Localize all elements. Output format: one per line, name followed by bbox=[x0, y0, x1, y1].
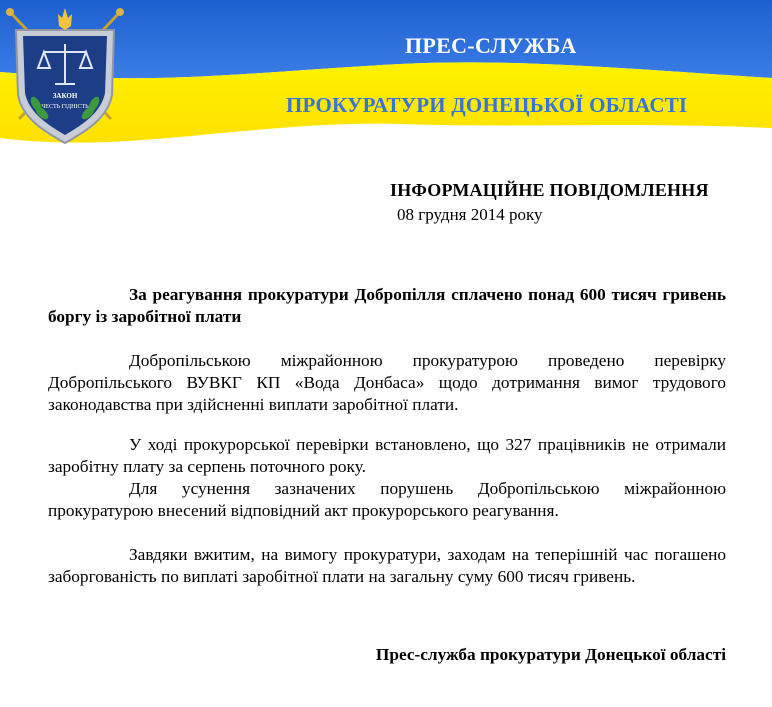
banner-title-line1: ПРЕС-СЛУЖБА bbox=[405, 33, 577, 58]
paragraph-4 bbox=[48, 544, 726, 588]
paragraph-text: Добропільською міжрайонною прокуратурою проведено перевірку Добропільського ВУВКГ КП «Вода Донбаса» щодо дотримання вимог трудового законодавства при здійсненні виплати заробітної плати. bbox=[48, 351, 726, 414]
paragraph-1 bbox=[48, 350, 726, 416]
prosecutor-emblem-icon bbox=[0, 0, 130, 150]
document-date: 08 грудня 2014 року bbox=[397, 205, 543, 224]
svg-text:ЧЕСТЬ ГІДНІСТЬ: ЧЕСТЬ ГІДНІСТЬ bbox=[41, 104, 89, 110]
svg-text:ЗАКОН: ЗАКОН bbox=[52, 92, 78, 100]
signature: Прес-служба прокуратури Донецької області bbox=[375, 645, 726, 664]
paragraph-text: Завдяки вжитим, на вимогу прокуратури, заходам на теперішній час погашено заборгованість по виплаті заробітної плати на загальну суму 600 тисяч гривень. bbox=[48, 545, 726, 586]
banner-title-line2: ПРОКУРАТУРИ ДОНЕЦЬКОЇ ОБЛАСТІ bbox=[286, 93, 688, 117]
document-heading: ІНФОРМАЦІЙНЕ ПОВІДОМЛЕННЯ bbox=[390, 180, 709, 200]
paragraph-text: У ході прокурорської перевірки встановлено, що 327 працівників не отримали заробітну плату за серпень поточного року. bbox=[48, 435, 726, 476]
lead-paragraph bbox=[48, 284, 726, 328]
lead-text: За реагування прокуратури Добропілля сплачено понад 600 тисяч гривень боргу із заробітної плати bbox=[48, 285, 726, 326]
header-banner bbox=[0, 0, 772, 150]
paragraph-2 bbox=[48, 434, 726, 522]
paragraph-text: Для усунення зазначених порушень Добропільською міжрайонною прокуратурою внесений відповідний акт прокурорського реагування. bbox=[48, 479, 726, 520]
